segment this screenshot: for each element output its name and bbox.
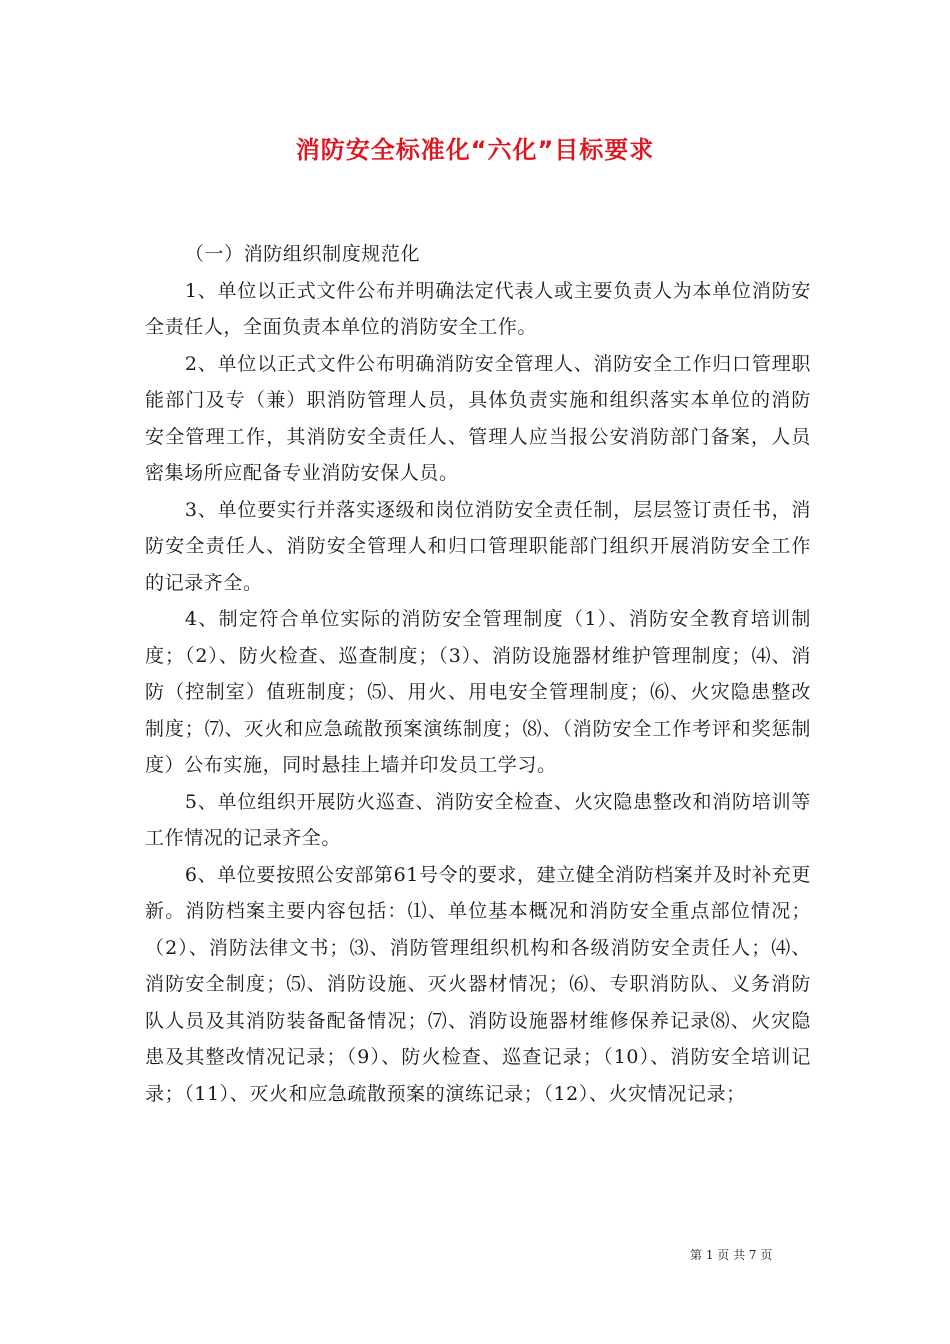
page-footer (690, 1246, 772, 1263)
document-title: 消防安全标准化“六化”目标要求 (295, 136, 655, 164)
paragraph-3: 3、单位要实行并落实逐级和岗位消防安全责任制，层层签订责任书，消防安全责任人、消防安全管理人和归口管理职能部门组织开展消防安全工作的记录齐全。 (145, 498, 811, 594)
section-heading: （一）消防组织制度规范化 (184, 243, 421, 265)
paragraph-2: 2、单位以正式文件公布明确消防安全管理人、消防安全工作归口管理职能部门及专（兼）职消防管理人员，具体负责实施和组织落实本单位的消防安全管理工作，其消防安全责任人、管理人应当报公安消防部门备案，人员密集场所应配备专业消防安保人员。 (145, 352, 811, 484)
paragraph-5: 5、单位组织开展防火巡查、消防安全检查、火灾隐患整改和消防培训等工作情况的记录齐全。 (145, 790, 811, 849)
paragraph-6: 6、单位要按照公安部第61号令的要求，建立健全消防档案并及时补充更新。消防档案主要内容包括：⑴、单位基本概况和消防安全重点部位情况；（2）、消防法律文书；⑶、消防管理组织机构和各级消防安全责任人；⑷、消防安全制度；⑸、消防设施、灭火器材情况；⑹、专职消防队、义务消防队人员及其消防装备配备情况；⑺、消防设施器材维修保养记录⑻、火灾隐患及其整改情况记录；（9）、防火检查、巡查记录；（10）、消防安全培训记录；（11）、灭火和应急疏散预案的演练记录；（12）、火灾情况记录； (145, 863, 811, 1105)
paragraph-4: 4、制定符合单位实际的消防安全管理制度（1）、消防安全教育培训制度；（2）、防火检查、巡查制度；（3）、消防设施器材维护管理制度；⑷、消防（控制室）值班制度；⑸、用火、用电安全管理制度；⑹、火灾隐患整改制度；⑺、灭火和应急疏散预案演练制度；⑻、（消防安全工作考评和奖惩制度）公布实施，同时悬挂上墙并印发员工学习。 (145, 608, 811, 776)
paragraph-1: 1、单位以正式文件公布并明确法定代表人或主要负责人为本单位消防安全责任人，全面负责本单位的消防安全工作。 (145, 279, 811, 338)
page-number-label: 第 1 页 共 7 页 (690, 1248, 773, 1262)
document-body (145, 236, 811, 1112)
